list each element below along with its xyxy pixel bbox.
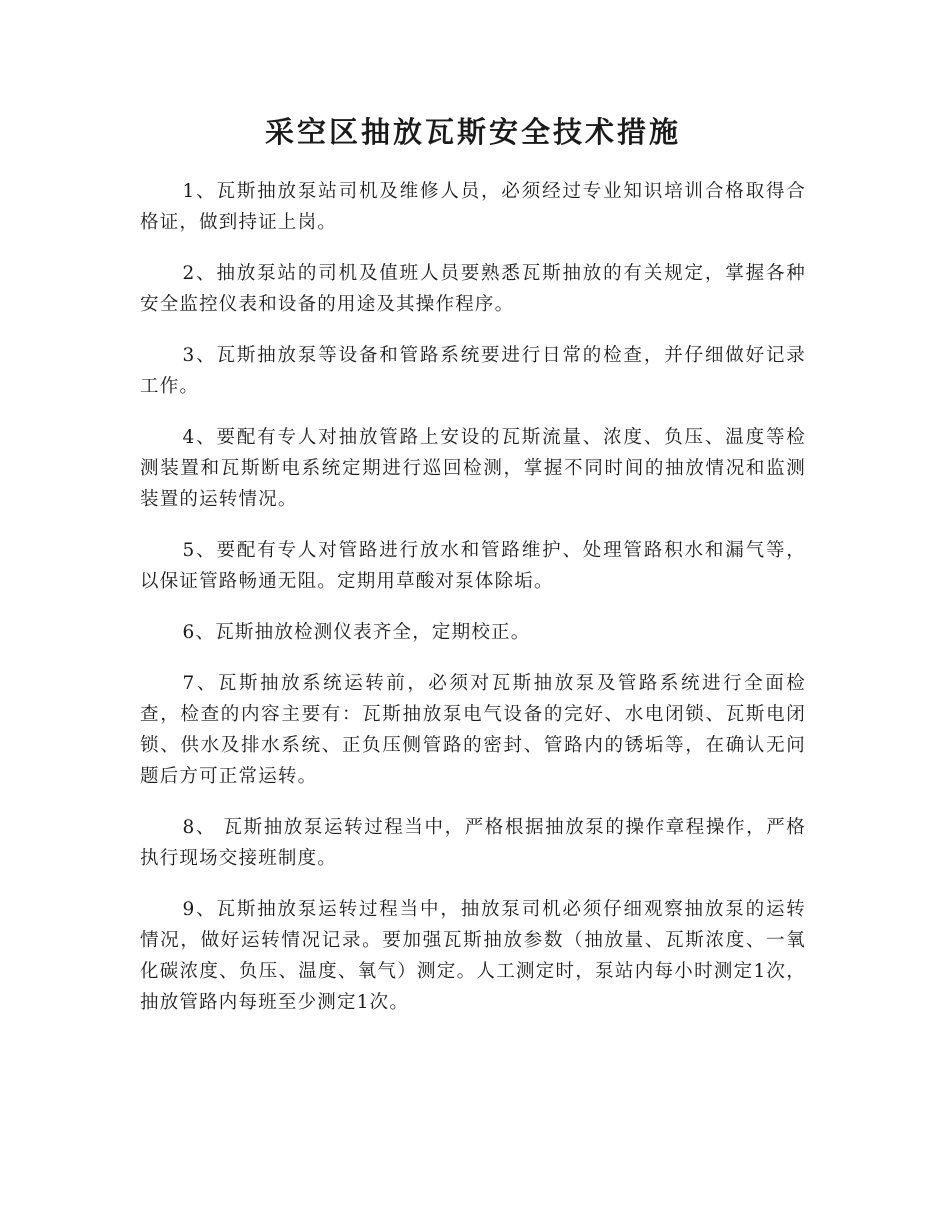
document-page: [140, 110, 806, 1038]
paragraph-4: 4、要配有专人对抽放管路上安设的瓦斯流量、浓度、负压、温度等检测装置和瓦斯断电系统定期进行巡回检测，掌握不同时间的抽放情况和监测装置的运转情况。: [140, 427, 806, 510]
paragraph-9: 9、瓦斯抽放泵运转过程当中，抽放泵司机必须仔细观察抽放泵的运转情况，做好运转情况记录。要加强瓦斯抽放参数（抽放量、瓦斯浓度、一氧化碳浓度、负压、温度、氧气）测定。人工测定时，泵站内每小时测定1次，抽放管路内每班至少测定1次。: [140, 899, 806, 1013]
paragraph-5: 5、要配有专人对管路进行放水和管路维护、处理管路积水和漏气等，以保证管路畅通无阻。定期用草酸对泵体除垢。: [140, 540, 806, 592]
document-title: 采空区抽放瓦斯安全技术措施: [264, 115, 681, 149]
paragraph-2: 2、抽放泵站的司机及值班人员要熟悉瓦斯抽放的有关规定，掌握各种安全监控仪表和设备的用途及其操作程序。: [140, 263, 806, 315]
paragraph-1: 1、瓦斯抽放泵站司机及维修人员，必须经过专业知识培训合格取得合格证，做到持证上岗。: [140, 181, 806, 233]
paragraph-8: 8、 瓦斯抽放泵运转过程当中，严格根据抽放泵的操作章程操作，严格执行现场交接班制度。: [140, 817, 806, 869]
paragraph-6: 6、瓦斯抽放检测仪表齐全，定期校正。: [182, 622, 531, 643]
paragraph-3: 3、瓦斯抽放泵等设备和管路系统要进行日常的检查，并仔细做好记录工作。: [140, 345, 806, 397]
paragraph-7: 7、瓦斯抽放系统运转前，必须对瓦斯抽放泵及管路系统进行全面检查，检查的内容主要有：瓦斯抽放泵电气设备的完好、水电闭锁、瓦斯电闭锁、供水及排水系统、正负压侧管路的密封、管路内的锈垢等，在确认无问题后方可正常运转。: [140, 673, 806, 787]
